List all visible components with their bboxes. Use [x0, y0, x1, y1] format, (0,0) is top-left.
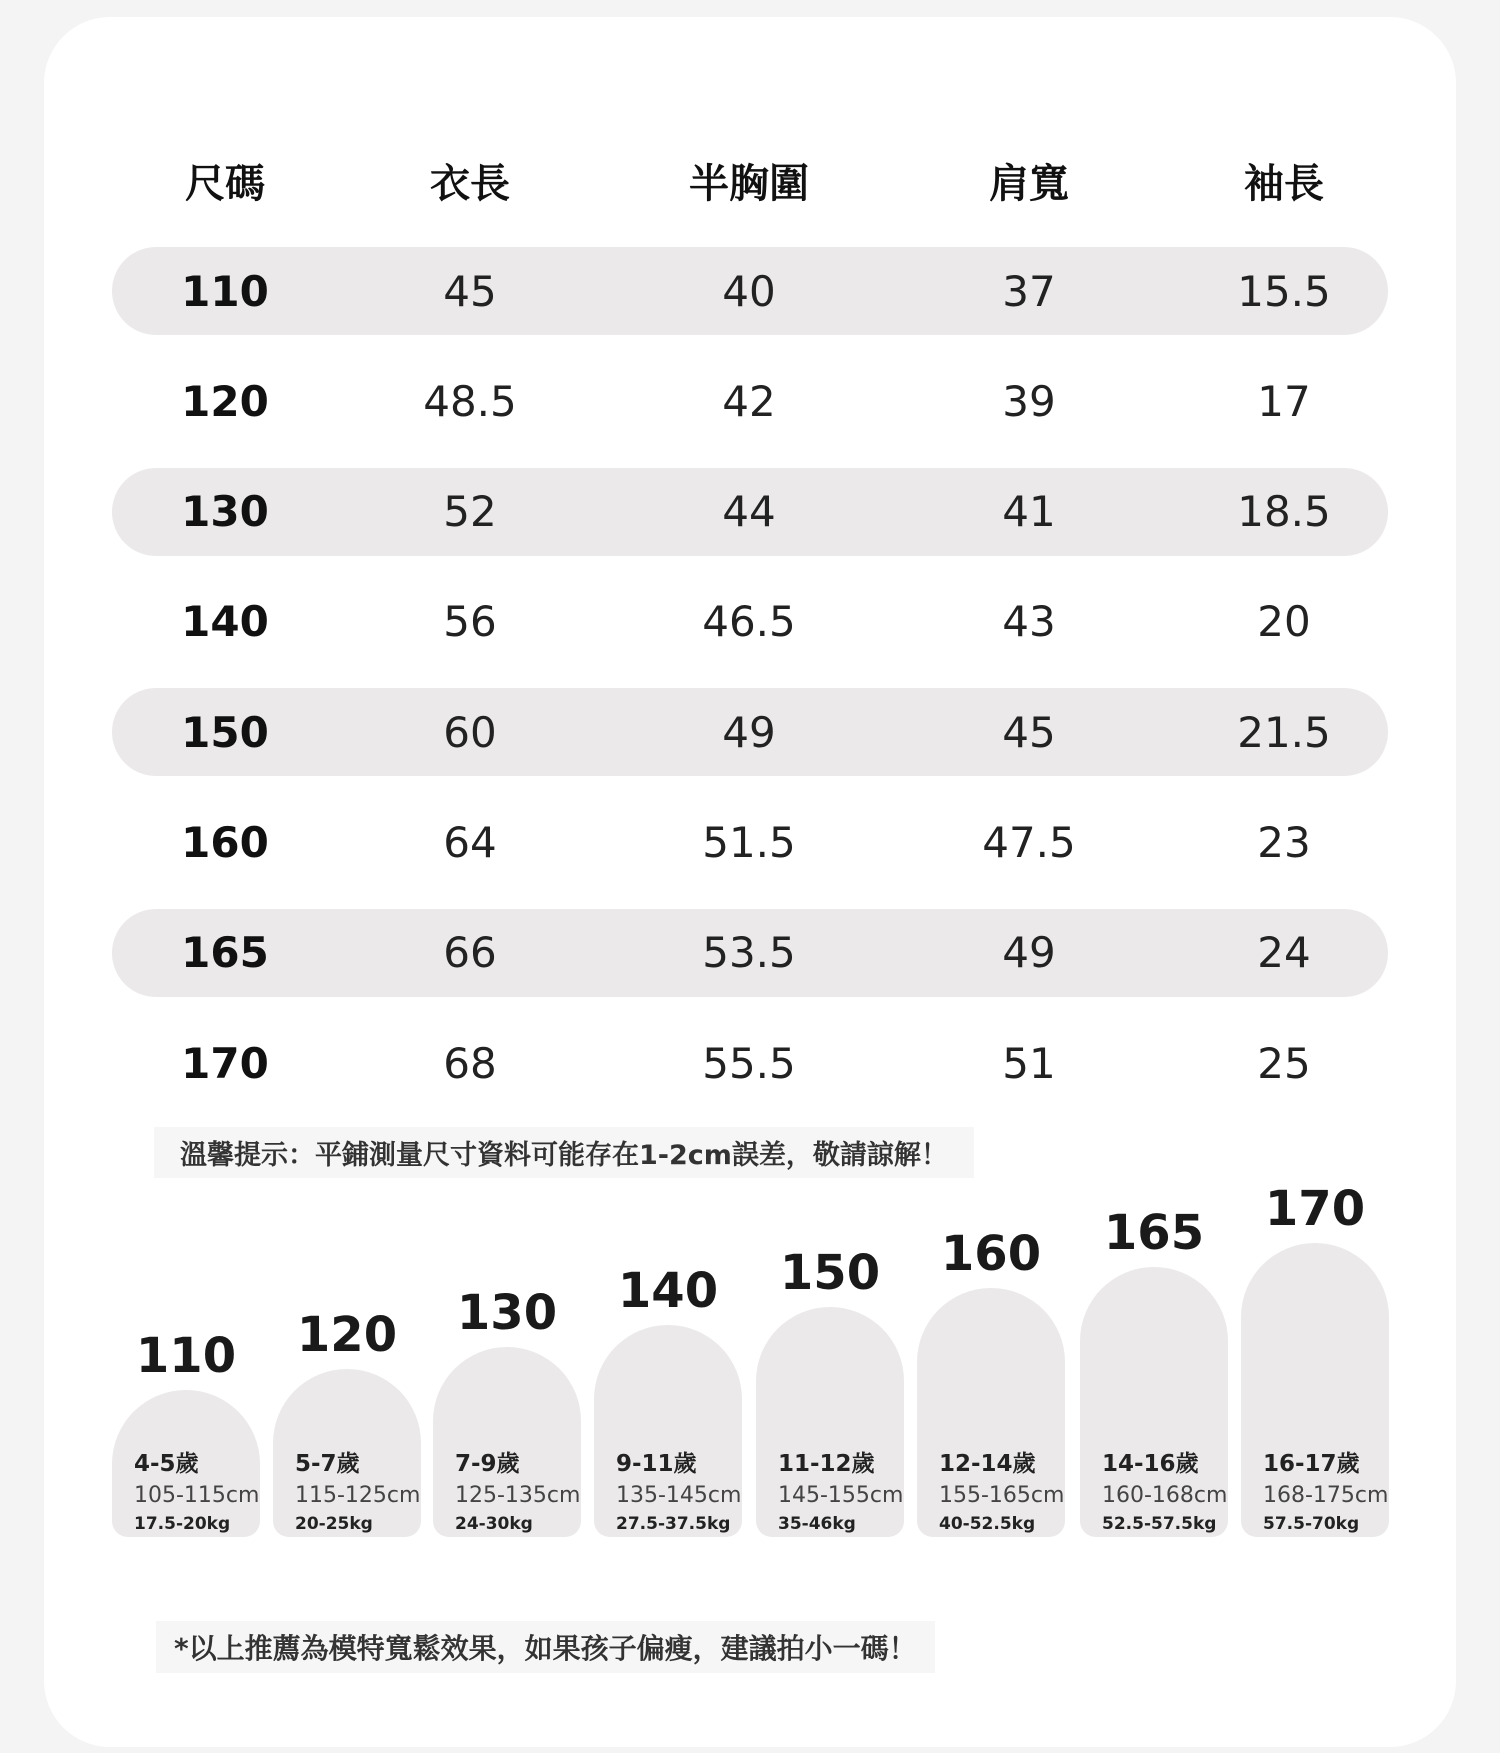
cell-shoulder: 45 — [1002, 707, 1056, 757]
cell-length: 56 — [443, 597, 497, 647]
cell-shoulder: 39 — [1002, 376, 1056, 426]
cell-sleeve: 17 — [1257, 376, 1311, 426]
table-row — [112, 247, 1388, 335]
cell-sleeve: 25 — [1257, 1038, 1311, 1088]
cell-length: 66 — [443, 928, 497, 978]
arch-size-label: 110 — [135, 1328, 237, 1384]
cell-length: 68 — [443, 1038, 497, 1088]
cell-half-chest: 42 — [722, 376, 776, 426]
arch-age: 5-7歲 — [295, 1451, 360, 1477]
arch-weight-range: 52.5-57.5kg — [1102, 1514, 1217, 1534]
cell-length: 48.5 — [423, 376, 517, 426]
table-row — [112, 357, 1388, 445]
arch-weight-range: 20-25kg — [295, 1514, 373, 1534]
arch-weight-range: 24-30kg — [455, 1514, 533, 1534]
arch-age: 7-9歲 — [455, 1451, 520, 1477]
arch-weight-range: 35-46kg — [778, 1514, 856, 1534]
cell-half-chest: 51.5 — [702, 818, 796, 867]
cell-half-chest: 49 — [722, 707, 776, 757]
arch-size-label: 120 — [296, 1307, 398, 1363]
table-header — [44, 135, 1456, 225]
arch-age: 9-11歲 — [616, 1451, 697, 1477]
cell-length: 60 — [443, 707, 497, 757]
cell-shoulder: 51 — [1002, 1038, 1056, 1088]
arch-height-range: 160-168cm — [1102, 1483, 1228, 1508]
cell-half-chest: 55.5 — [702, 1038, 796, 1088]
cell-shoulder: 41 — [1002, 487, 1056, 537]
arch-age: 12-14歲 — [939, 1451, 1036, 1477]
arch-height-range: 105-115cm — [134, 1483, 260, 1508]
arch-size-label: 150 — [779, 1245, 881, 1301]
cell-sleeve: 15.5 — [1237, 266, 1331, 316]
arch-age: 14-16歲 — [1102, 1451, 1199, 1477]
arch-height-range: 135-145cm — [616, 1483, 742, 1508]
header-sleeve: 袖長 — [1244, 160, 1324, 207]
size-chart-card — [44, 17, 1456, 1747]
table-row — [112, 1019, 1388, 1107]
table-row — [112, 578, 1388, 666]
cell-sleeve: 20 — [1257, 597, 1311, 647]
recommendation-footnote: *以上推薦為模特寬鬆效果，如果孩子偏瘦，建議拍小一碼！ — [156, 1621, 935, 1673]
size-arch — [433, 1347, 581, 1537]
cell-size: 130 — [181, 487, 269, 537]
cell-length: 52 — [443, 487, 497, 537]
cell-size: 150 — [181, 707, 269, 757]
arch-size-label: 165 — [1103, 1205, 1205, 1261]
arch-age: 16-17歲 — [1263, 1451, 1360, 1477]
cell-shoulder: 47.5 — [982, 818, 1076, 867]
cell-sleeve: 23 — [1257, 818, 1311, 867]
arch-size-label: 140 — [617, 1263, 719, 1319]
cell-size: 160 — [181, 818, 269, 867]
header-shoulder: 肩寬 — [989, 160, 1069, 207]
cell-sleeve: 18.5 — [1237, 487, 1331, 537]
header-half-chest: 半胸圍 — [689, 160, 809, 207]
cell-shoulder: 37 — [1002, 266, 1056, 316]
cell-size: 165 — [181, 928, 269, 978]
arch-height-range: 115-125cm — [295, 1483, 421, 1508]
cell-half-chest: 44 — [722, 487, 776, 537]
cell-shoulder: 49 — [1002, 928, 1056, 978]
arch-weight-range: 17.5-20kg — [134, 1514, 231, 1534]
table-row — [112, 688, 1388, 776]
cell-half-chest: 53.5 — [702, 928, 796, 978]
table-row — [112, 799, 1388, 887]
cell-size: 170 — [181, 1038, 269, 1088]
arch-size-label: 160 — [940, 1226, 1042, 1282]
cell-size: 110 — [181, 266, 269, 316]
cell-half-chest: 40 — [722, 266, 776, 316]
arch-weight-range: 40-52.5kg — [939, 1514, 1036, 1534]
header-size: 尺碼 — [185, 160, 265, 207]
arch-size-label: 130 — [456, 1285, 558, 1341]
table-row — [112, 468, 1388, 556]
header-length: 衣長 — [430, 160, 510, 207]
cell-length: 64 — [443, 818, 497, 867]
arch-weight-range: 27.5-37.5kg — [616, 1514, 731, 1534]
arch-size-label: 170 — [1264, 1181, 1366, 1237]
cell-sleeve: 21.5 — [1237, 707, 1331, 757]
cell-size: 140 — [181, 597, 269, 647]
table-row — [112, 909, 1388, 997]
arch-height-range: 155-165cm — [939, 1483, 1065, 1508]
arch-height-range: 125-135cm — [455, 1483, 581, 1508]
arch-age: 4-5歲 — [134, 1451, 199, 1477]
arch-height-range: 145-155cm — [778, 1483, 904, 1508]
arch-height-range: 168-175cm — [1263, 1483, 1389, 1508]
cell-length: 45 — [443, 266, 497, 316]
cell-size: 120 — [181, 376, 269, 426]
arch-age: 11-12歲 — [778, 1451, 875, 1477]
cell-sleeve: 24 — [1257, 928, 1311, 978]
cell-half-chest: 46.5 — [702, 597, 796, 647]
cell-shoulder: 43 — [1002, 597, 1056, 647]
measurement-tip: 溫馨提示：平鋪測量尺寸資料可能存在1-2cm誤差，敬請諒解！ — [154, 1127, 974, 1178]
arch-weight-range: 57.5-70kg — [1263, 1514, 1360, 1534]
